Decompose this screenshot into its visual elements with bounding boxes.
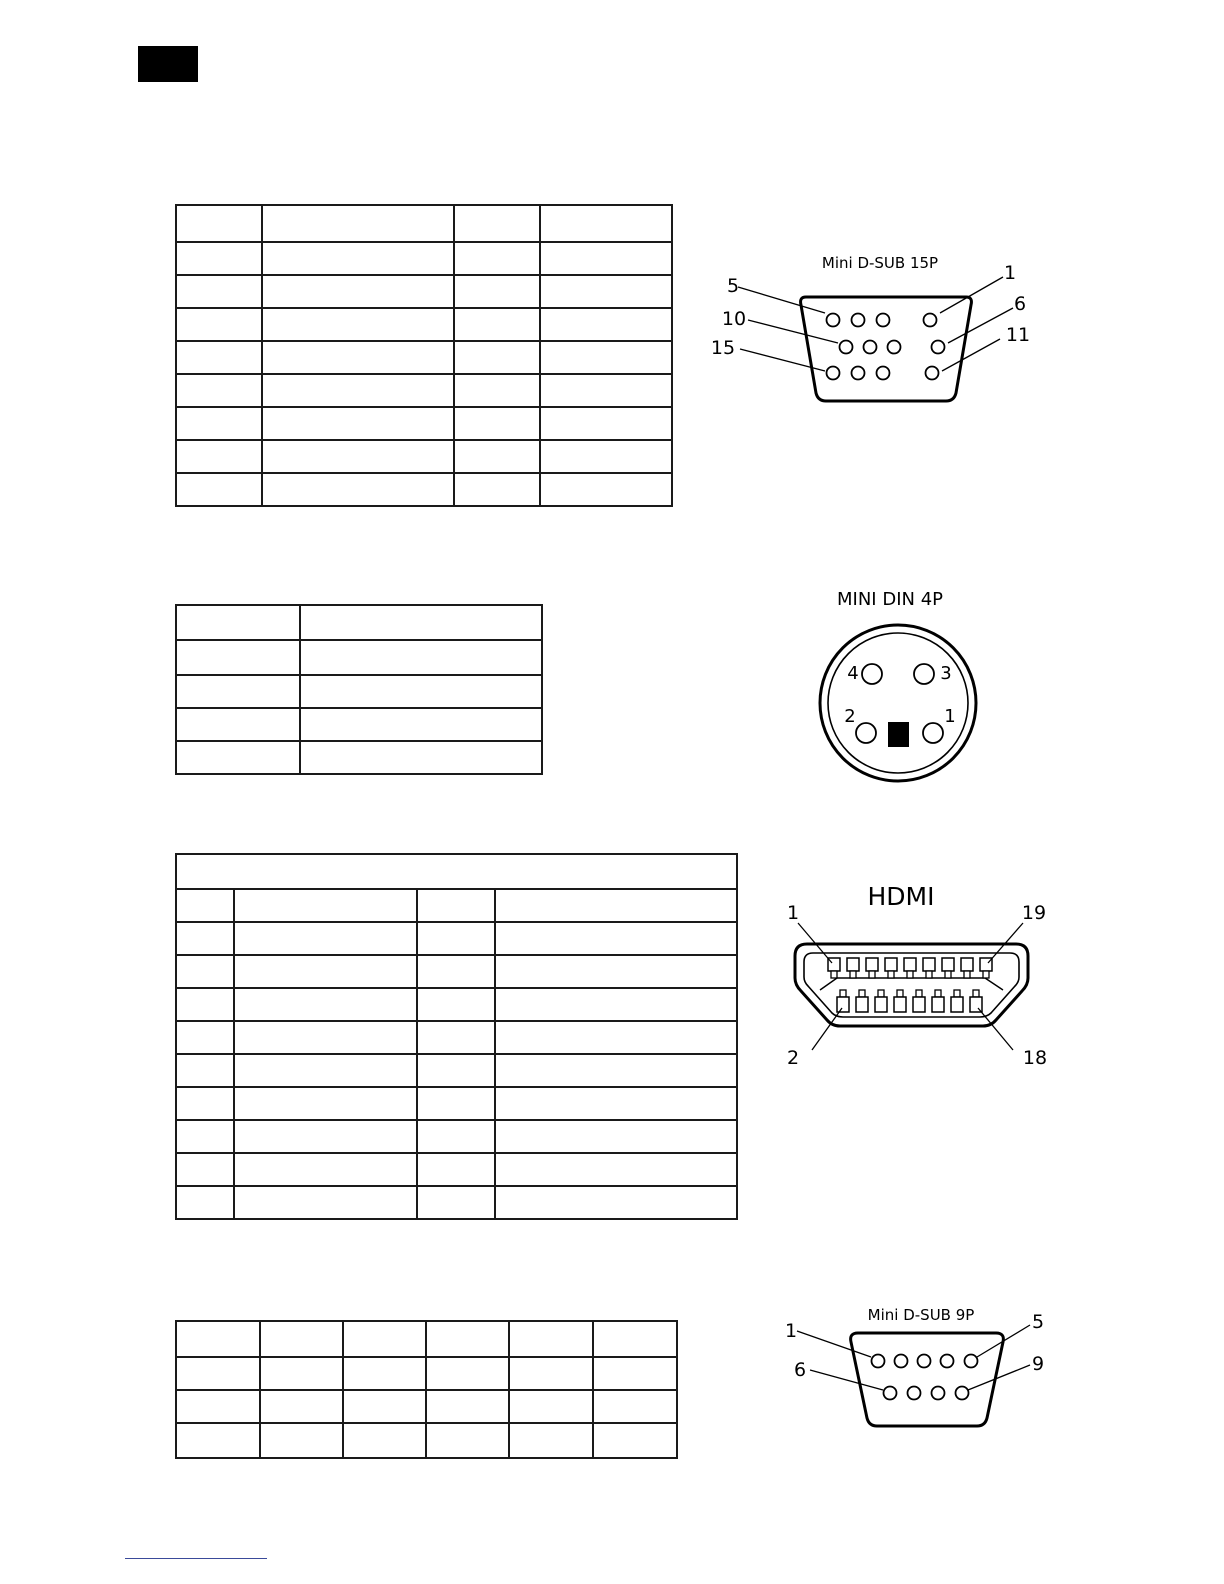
hdmi-top-pins bbox=[828, 958, 992, 971]
table-cell bbox=[593, 1357, 677, 1390]
table-cell bbox=[417, 922, 495, 955]
svideo-pin-label-2: 2 bbox=[844, 706, 856, 727]
table-cell bbox=[495, 922, 737, 955]
table-cell bbox=[260, 1390, 343, 1423]
table-row bbox=[176, 308, 672, 341]
hdmi-pin-label-18: 18 bbox=[1022, 1047, 1048, 1069]
table-cell bbox=[176, 1321, 260, 1357]
table-cell bbox=[262, 341, 454, 374]
vga-leader-lines bbox=[738, 277, 1013, 371]
table-cell bbox=[176, 922, 234, 955]
svideo-connector-title: MINI DIN 4P bbox=[837, 589, 943, 610]
table-cell bbox=[417, 1186, 495, 1219]
table-cell bbox=[540, 205, 672, 242]
table-row bbox=[176, 640, 542, 675]
table-cell bbox=[540, 308, 672, 341]
table-cell bbox=[234, 1054, 417, 1087]
table-cell bbox=[417, 1087, 495, 1120]
table-cell bbox=[176, 675, 300, 708]
table-cell bbox=[426, 1423, 509, 1458]
table-cell bbox=[176, 1390, 260, 1423]
table-cell bbox=[176, 341, 262, 374]
hdmi-tongue bbox=[820, 978, 1003, 990]
table-cell bbox=[343, 1390, 426, 1423]
rs232-pin-label-1: 1 bbox=[784, 1320, 798, 1342]
vga-shell bbox=[801, 297, 972, 401]
footer-rule bbox=[125, 1558, 267, 1559]
table-cell bbox=[176, 1357, 260, 1390]
table-row bbox=[176, 854, 737, 889]
table-cell bbox=[262, 275, 454, 308]
rs232-connector-diagram bbox=[780, 1300, 1060, 1435]
table-cell bbox=[262, 440, 454, 473]
table-cell bbox=[509, 1357, 593, 1390]
table-cell bbox=[426, 1321, 509, 1357]
vga-pin-label-5: 5 bbox=[726, 275, 740, 297]
table-cell bbox=[495, 889, 737, 922]
hdmi-pin-label-2: 2 bbox=[786, 1047, 800, 1069]
table-cell bbox=[417, 1120, 495, 1153]
table-cell bbox=[454, 205, 540, 242]
vga-pins bbox=[827, 314, 945, 380]
table-cell bbox=[262, 205, 454, 242]
table-cell bbox=[176, 242, 262, 275]
table-row bbox=[176, 1423, 677, 1458]
table-header-cell bbox=[176, 854, 737, 889]
svideo-pin-label-1: 1 bbox=[944, 706, 956, 727]
svideo-pin-label-3: 3 bbox=[940, 663, 952, 684]
table-cell bbox=[176, 708, 300, 741]
table-cell bbox=[509, 1321, 593, 1357]
table-cell bbox=[495, 1054, 737, 1087]
table-row bbox=[176, 605, 542, 640]
table-cell bbox=[495, 1021, 737, 1054]
table-cell bbox=[417, 1021, 495, 1054]
table-cell bbox=[260, 1357, 343, 1390]
table-row bbox=[176, 242, 672, 275]
table-row bbox=[176, 1357, 677, 1390]
vga-pin-label-11: 11 bbox=[1005, 324, 1031, 346]
table-cell bbox=[454, 473, 540, 506]
table-cell bbox=[176, 1021, 234, 1054]
table-cell bbox=[417, 1153, 495, 1186]
vga-pin-table bbox=[175, 204, 673, 507]
table-cell bbox=[495, 1153, 737, 1186]
table-cell bbox=[343, 1357, 426, 1390]
table-cell bbox=[540, 407, 672, 440]
svideo-pin-table bbox=[175, 604, 543, 775]
table-cell bbox=[234, 1186, 417, 1219]
svideo-key bbox=[888, 722, 909, 747]
table-cell bbox=[343, 1321, 426, 1357]
table-cell bbox=[540, 242, 672, 275]
table-cell bbox=[176, 640, 300, 675]
table-cell bbox=[176, 473, 262, 506]
table-cell bbox=[176, 741, 300, 774]
table-cell bbox=[176, 1186, 234, 1219]
table-cell bbox=[454, 275, 540, 308]
table-cell bbox=[176, 1054, 234, 1087]
table-cell bbox=[176, 605, 300, 640]
table-row bbox=[176, 955, 737, 988]
rs232-connector-title: Mini D-SUB 9P bbox=[867, 1306, 975, 1324]
table-cell bbox=[540, 473, 672, 506]
table-cell bbox=[176, 407, 262, 440]
table-row bbox=[176, 1186, 737, 1219]
table-cell bbox=[234, 1153, 417, 1186]
table-cell bbox=[176, 440, 262, 473]
table-row bbox=[176, 1120, 737, 1153]
table-cell bbox=[540, 341, 672, 374]
table-row bbox=[176, 889, 737, 922]
hdmi-connector-title: HDMI bbox=[867, 882, 935, 911]
hdmi-connector-diagram bbox=[770, 875, 1060, 1075]
hdmi-leader-lines bbox=[798, 923, 1023, 1050]
rs232-pin-label-5: 5 bbox=[1031, 1311, 1045, 1333]
table-cell bbox=[176, 955, 234, 988]
svideo-connector-diagram bbox=[800, 585, 1000, 785]
table-row bbox=[176, 708, 542, 741]
table-cell bbox=[300, 640, 542, 675]
vga-connector-diagram bbox=[700, 250, 1050, 420]
table-row bbox=[176, 407, 672, 440]
table-row bbox=[176, 1153, 737, 1186]
table-cell bbox=[234, 922, 417, 955]
table-cell bbox=[509, 1423, 593, 1458]
table-row bbox=[176, 473, 672, 506]
table-cell bbox=[454, 242, 540, 275]
table-cell bbox=[234, 1087, 417, 1120]
table-cell bbox=[454, 407, 540, 440]
table-cell bbox=[176, 988, 234, 1021]
hdmi-pin-label-1: 1 bbox=[786, 902, 800, 924]
table-cell bbox=[540, 275, 672, 308]
rs232-pin-label-9: 9 bbox=[1031, 1353, 1045, 1375]
table-row bbox=[176, 440, 672, 473]
table-cell bbox=[262, 407, 454, 440]
table-cell bbox=[495, 988, 737, 1021]
table-cell bbox=[300, 605, 542, 640]
table-cell bbox=[234, 889, 417, 922]
table-cell bbox=[176, 889, 234, 922]
table-cell bbox=[176, 275, 262, 308]
table-row bbox=[176, 1321, 677, 1357]
table-row bbox=[176, 374, 672, 407]
table-cell bbox=[454, 341, 540, 374]
hdmi-pin-label-19: 19 bbox=[1021, 902, 1047, 924]
table-cell bbox=[417, 889, 495, 922]
vga-connector-title: Mini D-SUB 15P bbox=[821, 254, 939, 272]
vga-pin-label-10: 10 bbox=[721, 308, 747, 330]
table-cell bbox=[176, 1153, 234, 1186]
rs232-pin-label-6: 6 bbox=[793, 1359, 807, 1381]
table-cell bbox=[176, 1423, 260, 1458]
table-cell bbox=[540, 374, 672, 407]
table-cell bbox=[593, 1390, 677, 1423]
table-cell bbox=[454, 308, 540, 341]
svideo-inner-ring bbox=[828, 633, 968, 773]
rs232-shell bbox=[851, 1333, 1004, 1426]
table-row bbox=[176, 1054, 737, 1087]
table-cell bbox=[176, 205, 262, 242]
table-cell bbox=[176, 308, 262, 341]
table-cell bbox=[260, 1321, 343, 1357]
table-cell bbox=[176, 374, 262, 407]
table-cell bbox=[593, 1321, 677, 1357]
table-cell bbox=[300, 675, 542, 708]
vga-pin-label-15: 15 bbox=[710, 337, 736, 359]
table-cell bbox=[426, 1357, 509, 1390]
table-row bbox=[176, 675, 542, 708]
table-cell bbox=[234, 955, 417, 988]
table-cell bbox=[300, 741, 542, 774]
table-cell bbox=[176, 1120, 234, 1153]
svideo-outer-ring bbox=[820, 625, 976, 781]
table-cell bbox=[540, 440, 672, 473]
rs232-pin-table bbox=[175, 1320, 678, 1459]
page-number-tab bbox=[138, 46, 198, 82]
table-cell bbox=[417, 988, 495, 1021]
svideo-pin-label-4: 4 bbox=[847, 663, 859, 684]
table-row bbox=[176, 988, 737, 1021]
table-cell bbox=[495, 1087, 737, 1120]
table-cell bbox=[343, 1423, 426, 1458]
table-row bbox=[176, 1390, 677, 1423]
vga-pin-label-6: 6 bbox=[1013, 293, 1027, 315]
table-cell bbox=[262, 308, 454, 341]
hdmi-pin-table bbox=[175, 853, 738, 1220]
hdmi-bottom-pin-stems bbox=[840, 990, 979, 997]
rs232-pins bbox=[872, 1355, 978, 1400]
table-row bbox=[176, 1021, 737, 1054]
table-cell bbox=[593, 1423, 677, 1458]
table-cell bbox=[300, 708, 542, 741]
table-cell bbox=[234, 988, 417, 1021]
table-row bbox=[176, 341, 672, 374]
table-row bbox=[176, 741, 542, 774]
hdmi-top-pin-stems bbox=[831, 971, 989, 978]
table-cell bbox=[454, 374, 540, 407]
table-cell bbox=[426, 1390, 509, 1423]
table-cell bbox=[495, 1186, 737, 1219]
table-cell bbox=[495, 1120, 737, 1153]
table-cell bbox=[417, 955, 495, 988]
table-cell bbox=[262, 473, 454, 506]
hdmi-bottom-pins bbox=[837, 997, 982, 1012]
vga-pin-label-1: 1 bbox=[1003, 262, 1017, 284]
table-cell bbox=[234, 1021, 417, 1054]
table-row bbox=[176, 1087, 737, 1120]
table-cell bbox=[417, 1054, 495, 1087]
table-row bbox=[176, 205, 672, 242]
table-row bbox=[176, 275, 672, 308]
table-cell bbox=[176, 1087, 234, 1120]
table-cell bbox=[234, 1120, 417, 1153]
table-cell bbox=[262, 242, 454, 275]
table-cell bbox=[260, 1423, 343, 1458]
table-cell bbox=[262, 374, 454, 407]
table-cell bbox=[454, 440, 540, 473]
table-cell bbox=[509, 1390, 593, 1423]
table-cell bbox=[495, 955, 737, 988]
table-row bbox=[176, 922, 737, 955]
